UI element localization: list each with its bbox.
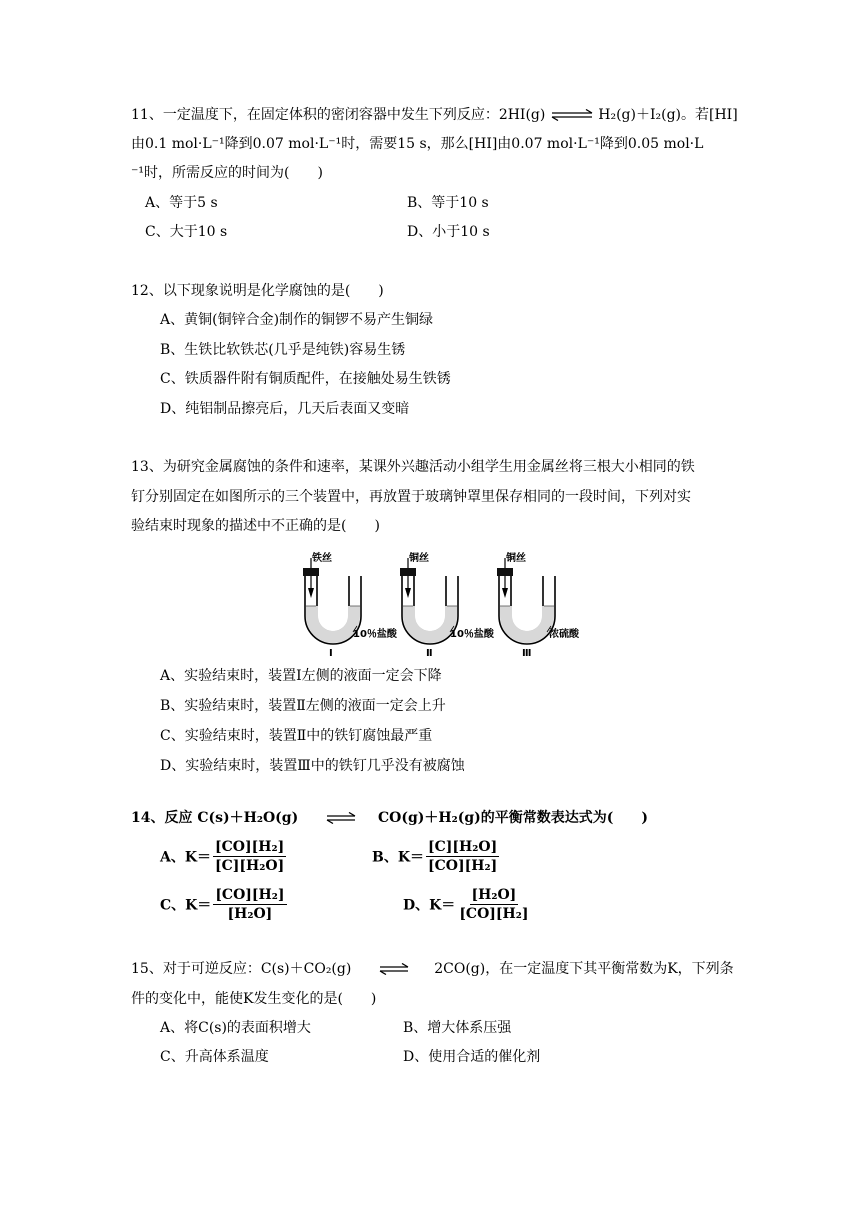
q13-option-d: D、实验结束时，装置Ⅲ中的铁钉几乎没有被腐蚀 <box>160 758 465 774</box>
q12-option-b: B、生铁比软铁芯(几乎是纯铁)容易生锈 <box>160 342 406 358</box>
corrosion-apparatus-figure <box>295 548 605 660</box>
q14-option-d-denominator: [CO][H₂] <box>459 906 529 922</box>
q13-line3: 验结束时现象的描述中不正确的是( ) <box>131 518 380 534</box>
q14-option-c-label: C、K＝ <box>160 897 212 914</box>
q15-option-a: A、将C(s)的表面积增大 <box>160 1020 311 1036</box>
q12-option-d: D、纯铝制品擦亮后，几天后表面又变暗 <box>160 401 410 417</box>
q14-option-b-label: B、K＝ <box>372 849 425 866</box>
equilibrium-arrow-icon <box>366 963 422 975</box>
q11-line1-text-a: 11、一定温度下，在固定体积的密闭容器中发生下列反应：2HI(g) <box>131 107 546 123</box>
acid-label-1: 10％盐酸 <box>353 629 397 640</box>
q14-option-a-denominator: [C][H₂O] <box>215 858 285 874</box>
q14-option-c <box>160 886 287 923</box>
acid-label-2: 10％盐酸 <box>450 629 494 640</box>
q13-option-b: B、实验结束时，装置Ⅱ左侧的液面一定会上升 <box>160 698 446 714</box>
q14-option-d <box>403 886 531 923</box>
q11-line3: ⁻¹时，所需反应的时间为( ) <box>131 165 323 181</box>
q12-option-a: A、黄铜(铜锌合金)制作的铜锣不易产生铜绿 <box>160 312 434 328</box>
q15-option-c: C、升高体系温度 <box>160 1049 269 1065</box>
q15-line2: 件的变化中，能使K发生变化的是( ) <box>131 991 377 1007</box>
q11-line1 <box>131 101 738 130</box>
q11-option-d: D、小于10 s <box>407 224 490 240</box>
device-label-1: Ⅰ <box>329 648 333 659</box>
q14-option-c-denominator: [H₂O] <box>227 906 273 922</box>
q11-line1-text-b: H₂(g)＋I₂(g)。若[HI] <box>598 107 738 123</box>
q14-stem <box>131 804 648 833</box>
q13-option-c: C、实验结束时，装置Ⅱ中的铁钉腐蚀最严重 <box>160 728 433 744</box>
device-3 <box>497 558 555 644</box>
q11-option-c: C、大于10 s <box>145 224 228 240</box>
q11-option-a: A、等于5 s <box>145 195 218 211</box>
q14-option-a-numerator: [CO][H₂] <box>215 839 285 855</box>
q14-option-b <box>372 838 499 875</box>
q14-option-a <box>160 838 286 875</box>
q15-option-d: D、使用合适的催化剂 <box>403 1049 541 1065</box>
wire-label-2: 铜丝 <box>409 553 429 564</box>
q14-option-d-label: D、K＝ <box>403 897 456 914</box>
q12-stem: 12、以下现象说明是化学腐蚀的是( ) <box>131 283 384 299</box>
device-label-3: Ⅲ <box>522 648 532 659</box>
q15-line1-text-b: 2CO(g)，在一定温度下其平衡常数为K，下列条 <box>434 961 734 977</box>
q12-option-c: C、铁质器件附有铜质配件，在接触处易生铁锈 <box>160 371 451 387</box>
q14-stem-text-b: CO(g)＋H₂(g)的平衡常数表达式为( ) <box>377 810 649 826</box>
wire-label-3: 铜丝 <box>506 553 526 564</box>
q14-option-c-numerator: [CO][H₂] <box>215 887 285 903</box>
q15-line1-text-a: 15、对于可逆反应：C(s)＋CO₂(g) <box>131 961 352 977</box>
q11-option-b: B、等于10 s <box>407 195 489 211</box>
q14-stem-text-a: 14、反应 C(s)＋H₂O(g) <box>131 810 299 826</box>
equilibrium-arrow-icon <box>550 109 594 121</box>
q14-option-b-numerator: [C][H₂O] <box>428 839 498 855</box>
q14-option-d-numerator: [H₂O] <box>471 887 517 903</box>
q13-line1: 13、为研究金属腐蚀的条件和速率，某课外兴趣活动小组学生用金属丝将三根大小相同的铁 <box>131 459 695 475</box>
device-label-2: Ⅱ <box>426 648 433 659</box>
q13-option-a: A、实验结束时，装置Ⅰ左侧的液面一定会下降 <box>160 668 442 684</box>
acid-label-3: 浓硫酸 <box>549 629 579 640</box>
q15-option-b: B、增大体系压强 <box>403 1020 512 1036</box>
q14-option-a-label: A、K＝ <box>160 849 212 866</box>
equilibrium-arrow-icon <box>315 812 367 824</box>
q15-line1 <box>131 955 734 984</box>
q13-line2: 钉分别固定在如图所示的三个装置中，再放置于玻璃钟罩里保存相同的一段时间，下列对实 <box>131 489 691 505</box>
wire-label-1: 铁丝 <box>312 553 332 564</box>
q14-option-b-denominator: [CO][H₂] <box>428 858 498 874</box>
q11-line2: 由0.1 mol·L⁻¹降到0.07 mol·L⁻¹时，需要15 s，那么[HI]由0.07 mol·L⁻¹降到0.05 mol·L <box>131 136 704 152</box>
